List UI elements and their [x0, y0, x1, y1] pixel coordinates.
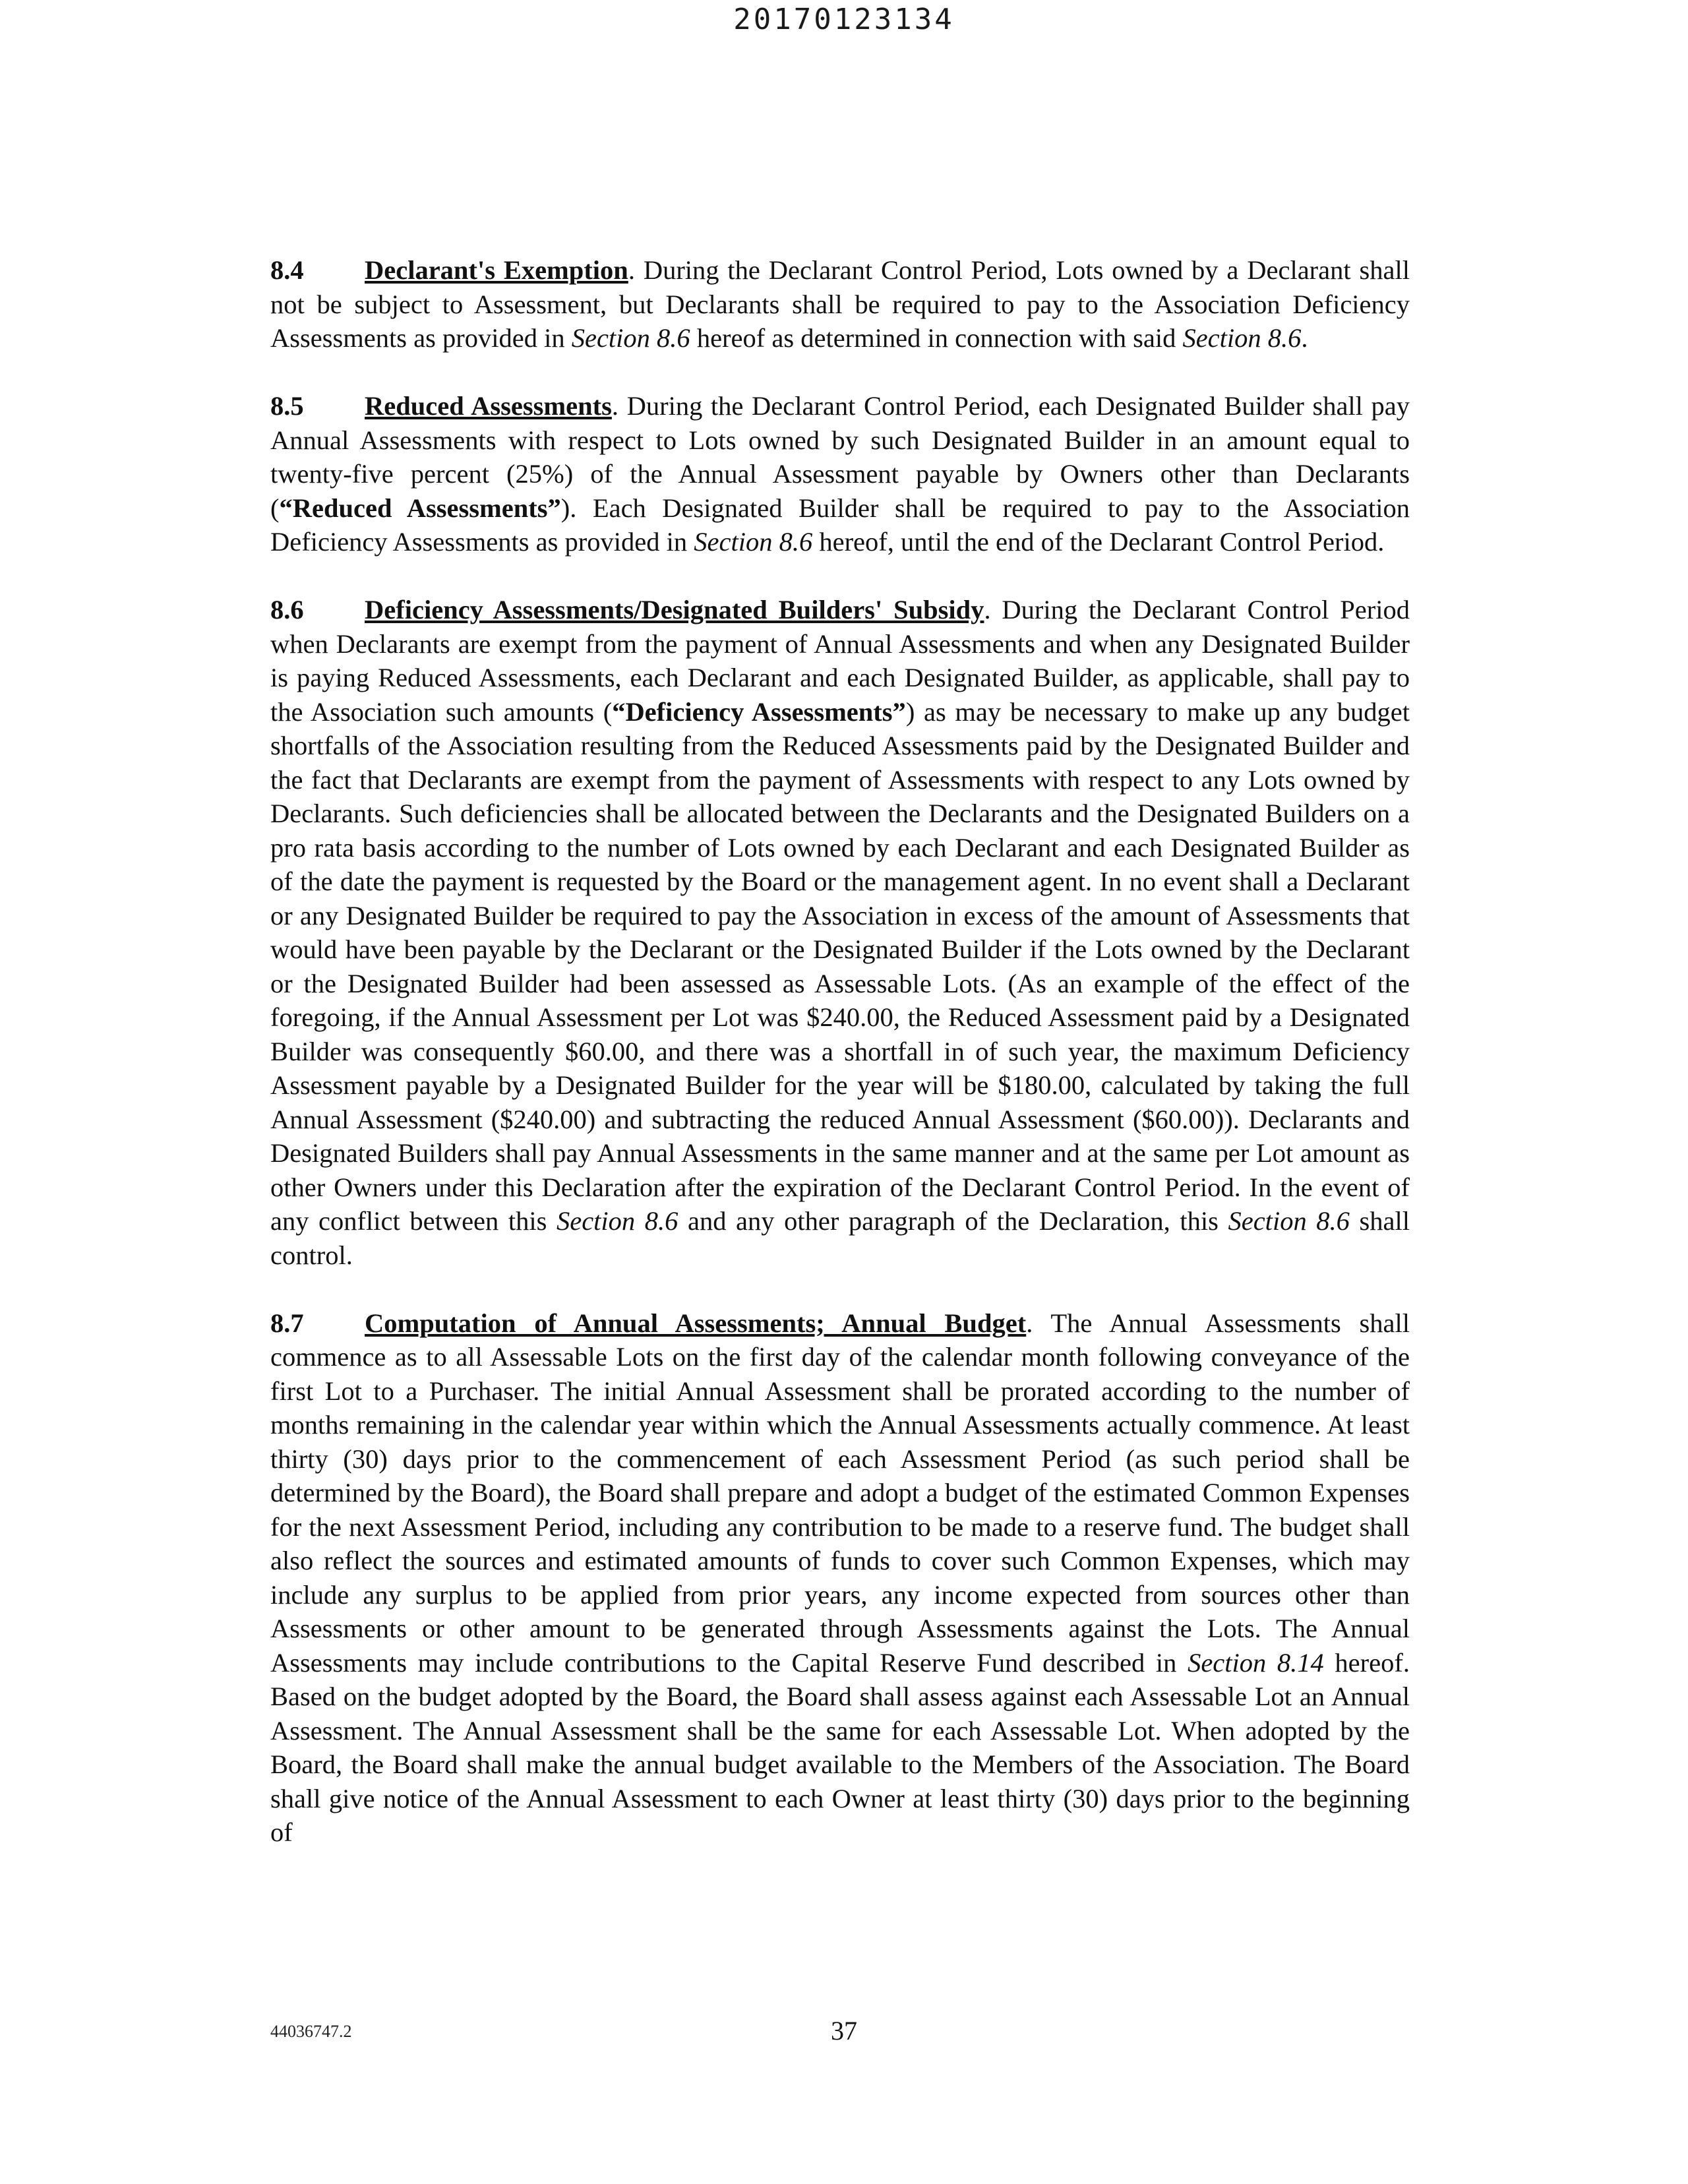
section-text: hereof as determined in connection with said [690, 323, 1183, 353]
page-number: 37 [831, 2016, 857, 2046]
section-text: . During the Declarant Control Period, each Designated Builder shall pay Annual Assessments with respect to Lots owned by such Designated Builder in an amount equal to twenty-five percent (25%) of the Annual Assessment payable by Owners other than Declarants ( [270, 391, 1410, 523]
section-heading: Deficiency Assessments/Designated Builders' Subsidy [365, 595, 984, 624]
section-text: shall control. [270, 1206, 1410, 1270]
section-heading: Reduced Assessments [365, 391, 612, 421]
section-heading: Declarant's Exemption [365, 255, 628, 285]
section-reference: Section 8.6 [556, 1206, 678, 1236]
section-text: ). Each Designated Builder shall be required to pay to the Association Deficiency Assessments as provided in [270, 493, 1410, 557]
section-heading: Computation of Annual Assessments; Annual Budget [365, 1308, 1027, 1338]
section-text: hereof, until the end of the Declarant Control Period. [812, 527, 1385, 557]
section-reference: Section 8.6 [571, 323, 690, 353]
section-text: ) as may be necessary to make up any budget shortfalls of the Association resulting from the Reduced Assessments paid by the Designated Builder and the fact that Declarants are exempt from the payment of Assessments with respect to any Lots owned by Declarants. Such deficiencies shall be allocated between the Declarants and the Designated Builders on a pro rata basis according to the number of Lots owned by each Declarant and each Designated Builder as of the date the payment is requested by the Board or the management agent. In no event shall a Declarant or any Designated Builder be required to pay the Association in excess of the amount of Assessments that would have been payable by the Declarant or the Designated Builder if the Lots owned by the Declarant or the Designated Builder had been assessed as Assessable Lots. (As an example of the effect of the foregoing, if the Annual Assessment per Lot was $240.00, the Reduced Assessment paid by a Designated Builder was consequently $60.00, and there was a shortfall in of such year, the maximum Deficiency Assessment payable by a Designated Builder for the year will be $180.00, calculated by taking the full Annual Assessment ($240.00) and subtracting the reduced Annual Assessment ($60.00)). Declarants and Designated Builders shall pay Annual Assessments in the same manner and at the same per Lot amount as other Owners under this Declaration after the expiration of the Declarant Control Period. In the event of any conflict between this [270, 696, 1410, 1236]
section-text: . The Annual Assessments shall commence as to all Assessable Lots on the first day of the calendar month following conveyance of the first Lot to a Purchaser. The initial Annual Assessment shall be prorated according to the number of months remaining in the calendar year within which the Annual Assessments actually commence. At least thirty (30) days prior to the commencement of each Assessment Period (as such period shall be determined by the Board), the Board shall prepare and adopt a budget of the estimated Common Expenses for the next Assessment Period, including any contribution to be made to a reserve fund. The budget shall also reflect the sources and estimated amounts of funds to cover such Common Expenses, which may include any surplus to be applied from prior years, any income expected from sources other than Assessments or other amount to be generated through Assessments against the Lots. The Annual Assessments may include contributions to the Capital Reserve Fund described in [270, 1308, 1410, 1678]
section-8-7 [270, 1306, 1410, 1850]
section-text: and any other paragraph of the Declaration, this [678, 1206, 1228, 1236]
section-8-4 [270, 253, 1410, 355]
document-id: 44036747.2 [270, 2022, 352, 2041]
defined-term: “Deficiency Assessments” [612, 696, 906, 727]
section-reference: Section 8.6 [694, 527, 813, 557]
section-text: . During the Declarant Control Period, Lots owned by a Declarant shall not be subject to Assessment, but Declarants shall be required to pay to the Association Deficiency Assessments as provided in [270, 255, 1410, 353]
section-8-6 [270, 593, 1410, 1272]
section-text: . [1301, 323, 1308, 353]
document-body [270, 253, 1410, 1883]
section-reference: Section 8.14 [1188, 1647, 1324, 1678]
section-text: . During the Declarant Control Period when Declarants are exempt from the payment of Annual Assessments and when any Designated Builder is paying Reduced Assessments, each Declarant and each Designated Builder, as applicable, shall pay to the Association such amounts ( [270, 595, 1410, 727]
section-number: 8.6 [270, 595, 304, 624]
section-number: 8.5 [270, 391, 304, 421]
defined-term: “Reduced Assessments” [279, 493, 561, 523]
section-reference: Section 8.6 [1182, 323, 1302, 353]
section-8-5 [270, 389, 1410, 559]
document-stamp: 20170123134 [733, 3, 955, 36]
section-number: 8.7 [270, 1308, 304, 1338]
section-text: hereof. Based on the budget adopted by the Board, the Board shall assess against each Assessable Lot an Annual Assessment. The Annual Assessment shall be the same for each Assessable Lot. When adopted by the Board, the Board shall make the annual budget available to the Members of the Association. The Board shall give notice of the Annual Assessment to each Owner at least thirty (30) days prior to the beginning of [270, 1647, 1410, 1847]
section-number: 8.4 [270, 255, 304, 285]
section-reference: Section 8.6 [1228, 1206, 1350, 1236]
